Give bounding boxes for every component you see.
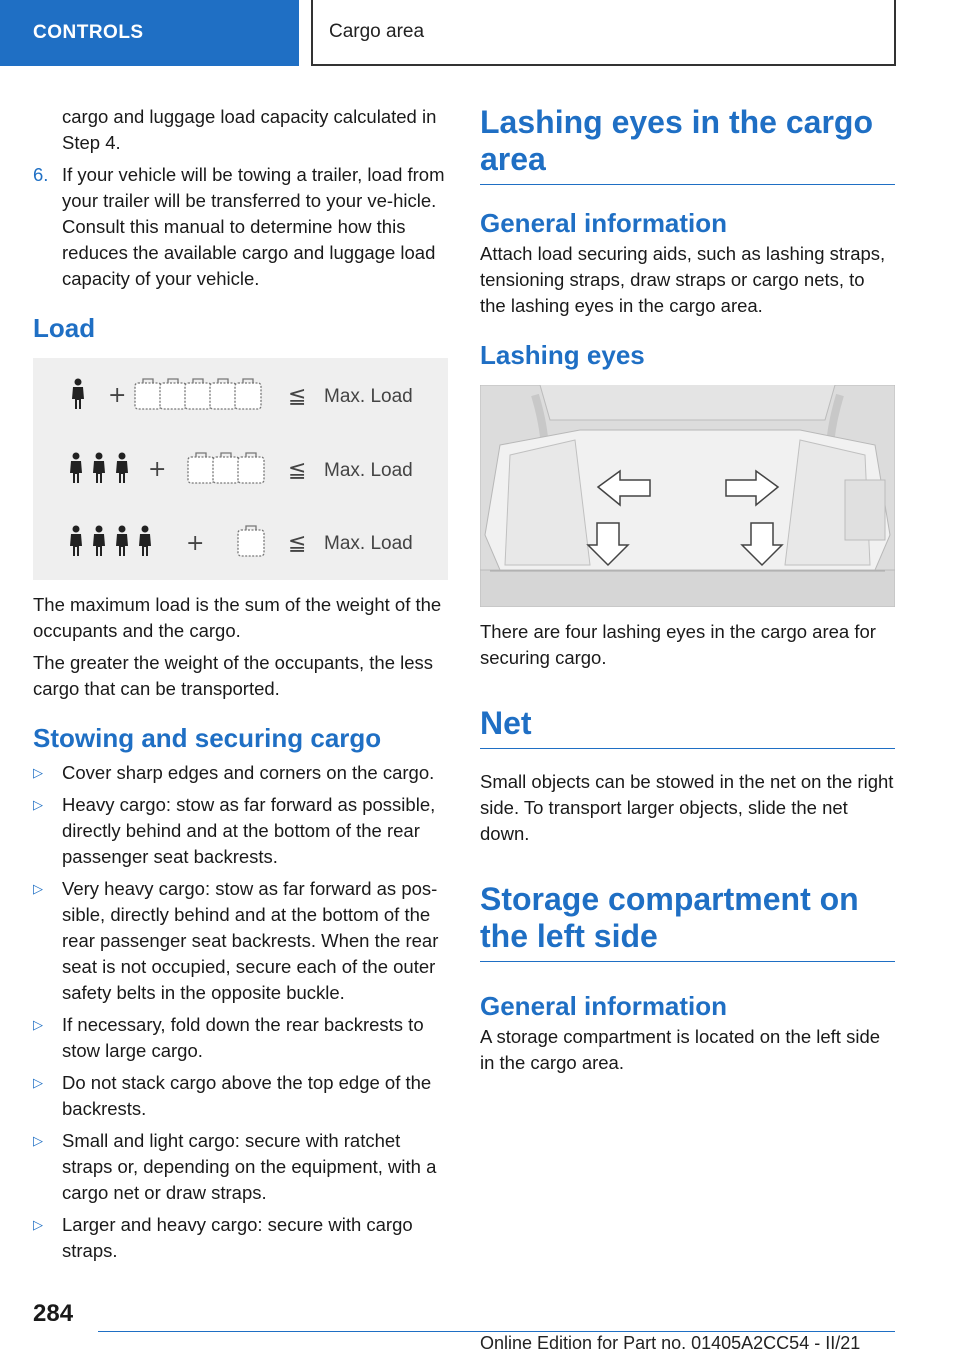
net-heading: Net [480, 705, 532, 741]
storage-heading: Storage compartment on the left side [480, 881, 859, 954]
stowing-heading: Stowing and securing cargo [33, 723, 382, 753]
cargo-area-drawing [480, 385, 895, 607]
stowing-bullet-item [33, 1070, 448, 1122]
footer-rule [98, 1331, 895, 1332]
load-row-1 [72, 379, 413, 410]
stowing-bullet-item [33, 792, 448, 870]
step-number: 6. [33, 164, 49, 185]
left-column [33, 100, 448, 1270]
bullet-text: Very heavy cargo: stow as far forward as pos‐sible, directly behind and at the bottom of the rear passenger seat backrests. When the rear seat is not occupied, secure each of the outer safety belts in the opposite buckle. [62, 878, 439, 1003]
storage-general-heading: General information [480, 991, 728, 1021]
stowing-bullet-item [33, 876, 448, 1006]
bullet-text: Small and light cargo: secure with ratchet straps or, depending on the equipment, with a cargo net or draw straps. [62, 1130, 437, 1203]
storage-section-header [480, 881, 895, 962]
bullet-text: Larger and heavy cargo: secure with cargo straps. [62, 1214, 413, 1261]
stowing-bullet-item [33, 1012, 448, 1064]
storage-text: A storage compartment is located on the left side in the cargo area. [480, 1026, 881, 1073]
right-column [480, 100, 895, 1076]
bullet-triangle-icon: ▷ [33, 765, 43, 780]
stowing-bullet-item [33, 1128, 448, 1206]
stowing-bullet-item [33, 1212, 448, 1264]
bullet-triangle-icon: ▷ [33, 1217, 43, 1232]
bullet-triangle-icon: ▷ [33, 1017, 43, 1032]
max-load-label-2: Max. Load [324, 460, 413, 481]
lashing-section-header [480, 104, 895, 185]
max-load-label-3: Max. Load [324, 533, 413, 554]
le-symbol-1: ≦ [288, 384, 307, 409]
load-figure [33, 358, 448, 580]
stowing-bullet-list [33, 760, 448, 1264]
net-text: Small objects can be stowed in the net on the right side. To transport larger objects, slide the net down. [480, 771, 894, 844]
bullet-text: Do not stack cargo above the top edge of the backrests. [62, 1072, 432, 1119]
page-title: Cargo area [329, 21, 425, 42]
bullet-triangle-icon: ▷ [33, 881, 43, 896]
stowing-bullet-item [33, 760, 448, 786]
bullet-text: If necessary, fold down the rear backrests to stow large cargo. [62, 1014, 424, 1061]
footer-edition: Online Edition for Part no. 01405A2CC54 - II/21 [480, 1333, 861, 1353]
cargo-area-illustration [480, 385, 895, 607]
load-row-3 [70, 526, 413, 557]
step-text: If your vehicle will be towing a trailer, load from your trailer will be transferred to your ve‐hicle. Consult this manual to determine how this reduces the available cargo and luggage load capacity of your vehicle. [62, 164, 445, 289]
le-symbol-3: ≦ [288, 531, 307, 556]
general-information-heading: General information [480, 208, 728, 238]
max-load-label-1: Max. Load [324, 386, 413, 407]
page-header-title [311, 0, 896, 66]
section-label: CONTROLS [33, 22, 144, 43]
numbered-step [33, 162, 448, 292]
load-paragraph-2: The greater the weight of the occupants, the less cargo that can be transported. [33, 652, 434, 699]
general-information-text: Attach load securing aids, such as lashing straps, tensioning straps, draw straps or cargo nets, to the lashing eyes in the cargo area. [480, 243, 886, 316]
load-diagram [33, 358, 448, 580]
bullet-triangle-icon: ▷ [33, 797, 43, 812]
lashing-eyes-text: There are four lashing eyes in the cargo area for securing cargo. [480, 621, 876, 668]
load-row-2 [70, 453, 413, 484]
continuation-text: cargo and luggage load capacity calculated in Step 4. [62, 106, 437, 153]
bullet-triangle-icon: ▷ [33, 1075, 43, 1090]
bullet-text: Cover sharp edges and corners on the cargo. [62, 762, 435, 783]
plus-sign-1: + [108, 383, 127, 408]
bullet-triangle-icon: ▷ [33, 1133, 43, 1148]
page-number: 284 [33, 1300, 74, 1327]
plus-sign-2: + [148, 457, 167, 482]
section-tab [0, 0, 299, 66]
load-heading: Load [33, 313, 96, 343]
load-paragraph-1: The maximum load is the sum of the weight of the occupants and the cargo. [33, 594, 442, 641]
le-symbol-2: ≦ [288, 458, 307, 483]
lashing-eyes-heading: Lashing eyes [480, 340, 645, 370]
lashing-heading: Lashing eyes in the cargo area [480, 104, 873, 177]
net-section-header [480, 705, 895, 749]
plus-sign-3: + [186, 531, 205, 556]
bullet-text: Heavy cargo: stow as far forward as possible, directly behind and at the bottom of the rear passenger seat backrests. [62, 794, 436, 867]
